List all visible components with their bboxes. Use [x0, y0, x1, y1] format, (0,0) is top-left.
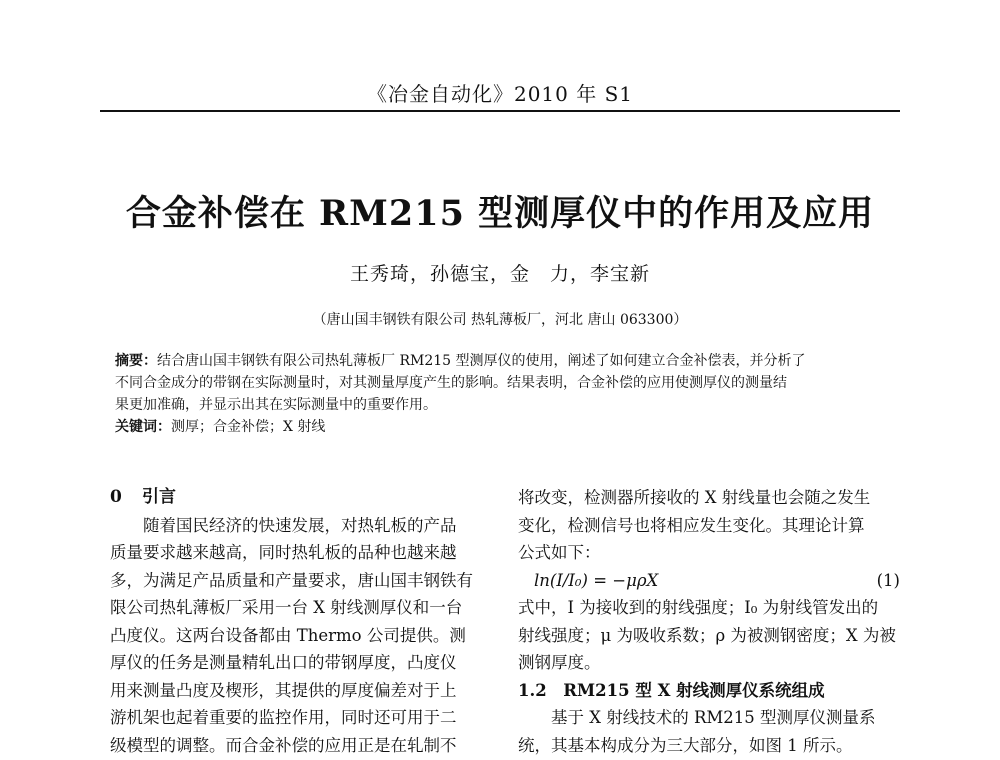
body-line: 级模型的调整。而合金补偿的应用正是在轧制不	[110, 735, 457, 755]
keywords-text: 测厚；合金补偿；X 射线	[171, 419, 326, 435]
body-line: 将改变，检测器所接收的 X 射线量也会随之发生	[518, 488, 871, 507]
equation-number: (1)	[876, 570, 900, 590]
body-line: 基于 X 射线技术的 RM215 型测厚仪测量系	[551, 708, 876, 727]
section-number: 0	[110, 487, 122, 507]
body-line: 统，其基本构成分为三大部分，如图 1 所示。	[518, 735, 853, 755]
body-line: 厚仪的任务是测量精轧出口的带钢厚度，凸度仪	[110, 653, 457, 672]
section-title: 引言	[142, 487, 176, 507]
paper-authors: 王秀琦，孙德宝，金 力，李宝新	[349, 263, 650, 285]
body-line: 多，为满足产品质量和产量要求，唐山国丰钢铁有	[110, 570, 473, 590]
body-line: 变化，检测信号也将相应发生变化。其理论计算	[518, 515, 865, 535]
paper-affiliation: （唐山国丰钢铁有限公司 热轧薄板厂，河北 唐山 063300）	[312, 312, 688, 328]
body-line: 游机架也起着重要的监控作用，同时还可用于二	[110, 708, 457, 727]
body-line: 限公司热轧薄板厂采用一台 X 射线测厚仪和一台	[110, 598, 463, 617]
keywords-line	[115, 416, 885, 438]
body-line: 质量要求越来越高，同时热轧板的品种也越来越	[110, 543, 457, 562]
body-line: 公式如下：	[518, 543, 601, 562]
paper-title: 合金补偿在 RM215 型测厚仪中的作用及应用	[125, 193, 875, 234]
abstract-line: 不同合金成分的带钢在实际测量时，对其测量厚度产生的影响。结果表明，合金补偿的应用使测厚仪的测量结	[115, 375, 787, 391]
header-rule	[100, 110, 900, 112]
abstract-label: 摘要：	[115, 353, 157, 369]
body-line: 用来测量凸度及楔形，其提供的厚度偏差对于上	[110, 680, 457, 700]
left-column	[110, 484, 492, 759]
journal-header: 《冶金自动化》2010 年 S1	[366, 82, 634, 106]
abstract-line	[115, 350, 885, 372]
equation-expression: ln(I/I₀) = −μρX	[534, 570, 659, 590]
abstract-text: 结合唐山国丰钢铁有限公司热轧薄板厂 RM215 型测厚仪的使用，阐述了如何建立合金补偿表，并分析了	[157, 353, 806, 369]
body-line: 测钢厚度。	[518, 653, 601, 672]
body-line: 式中，I 为接收到的射线强度；I₀ 为射线管发出的	[518, 598, 879, 617]
body-line: 凸度仪。这两台设备都由 Thermo 公司提供。测	[110, 625, 466, 645]
body-line: 射线强度；μ 为吸收系数；ρ 为被测钢密度；X 为被	[518, 625, 896, 645]
body-line: 随着国民经济的快速发展，对热轧板的产品	[143, 515, 457, 535]
abstract-line: 果更加准确，并显示出其在实际测量中的重要作用。	[115, 397, 437, 413]
abstract-block	[115, 350, 885, 438]
equation-1	[518, 567, 900, 595]
right-column	[518, 484, 900, 759]
section-heading	[110, 484, 492, 512]
subsection-heading: 1.2 RM215 型 X 射线测厚仪系统组成	[518, 680, 825, 700]
keywords-label: 关键词：	[115, 419, 171, 435]
